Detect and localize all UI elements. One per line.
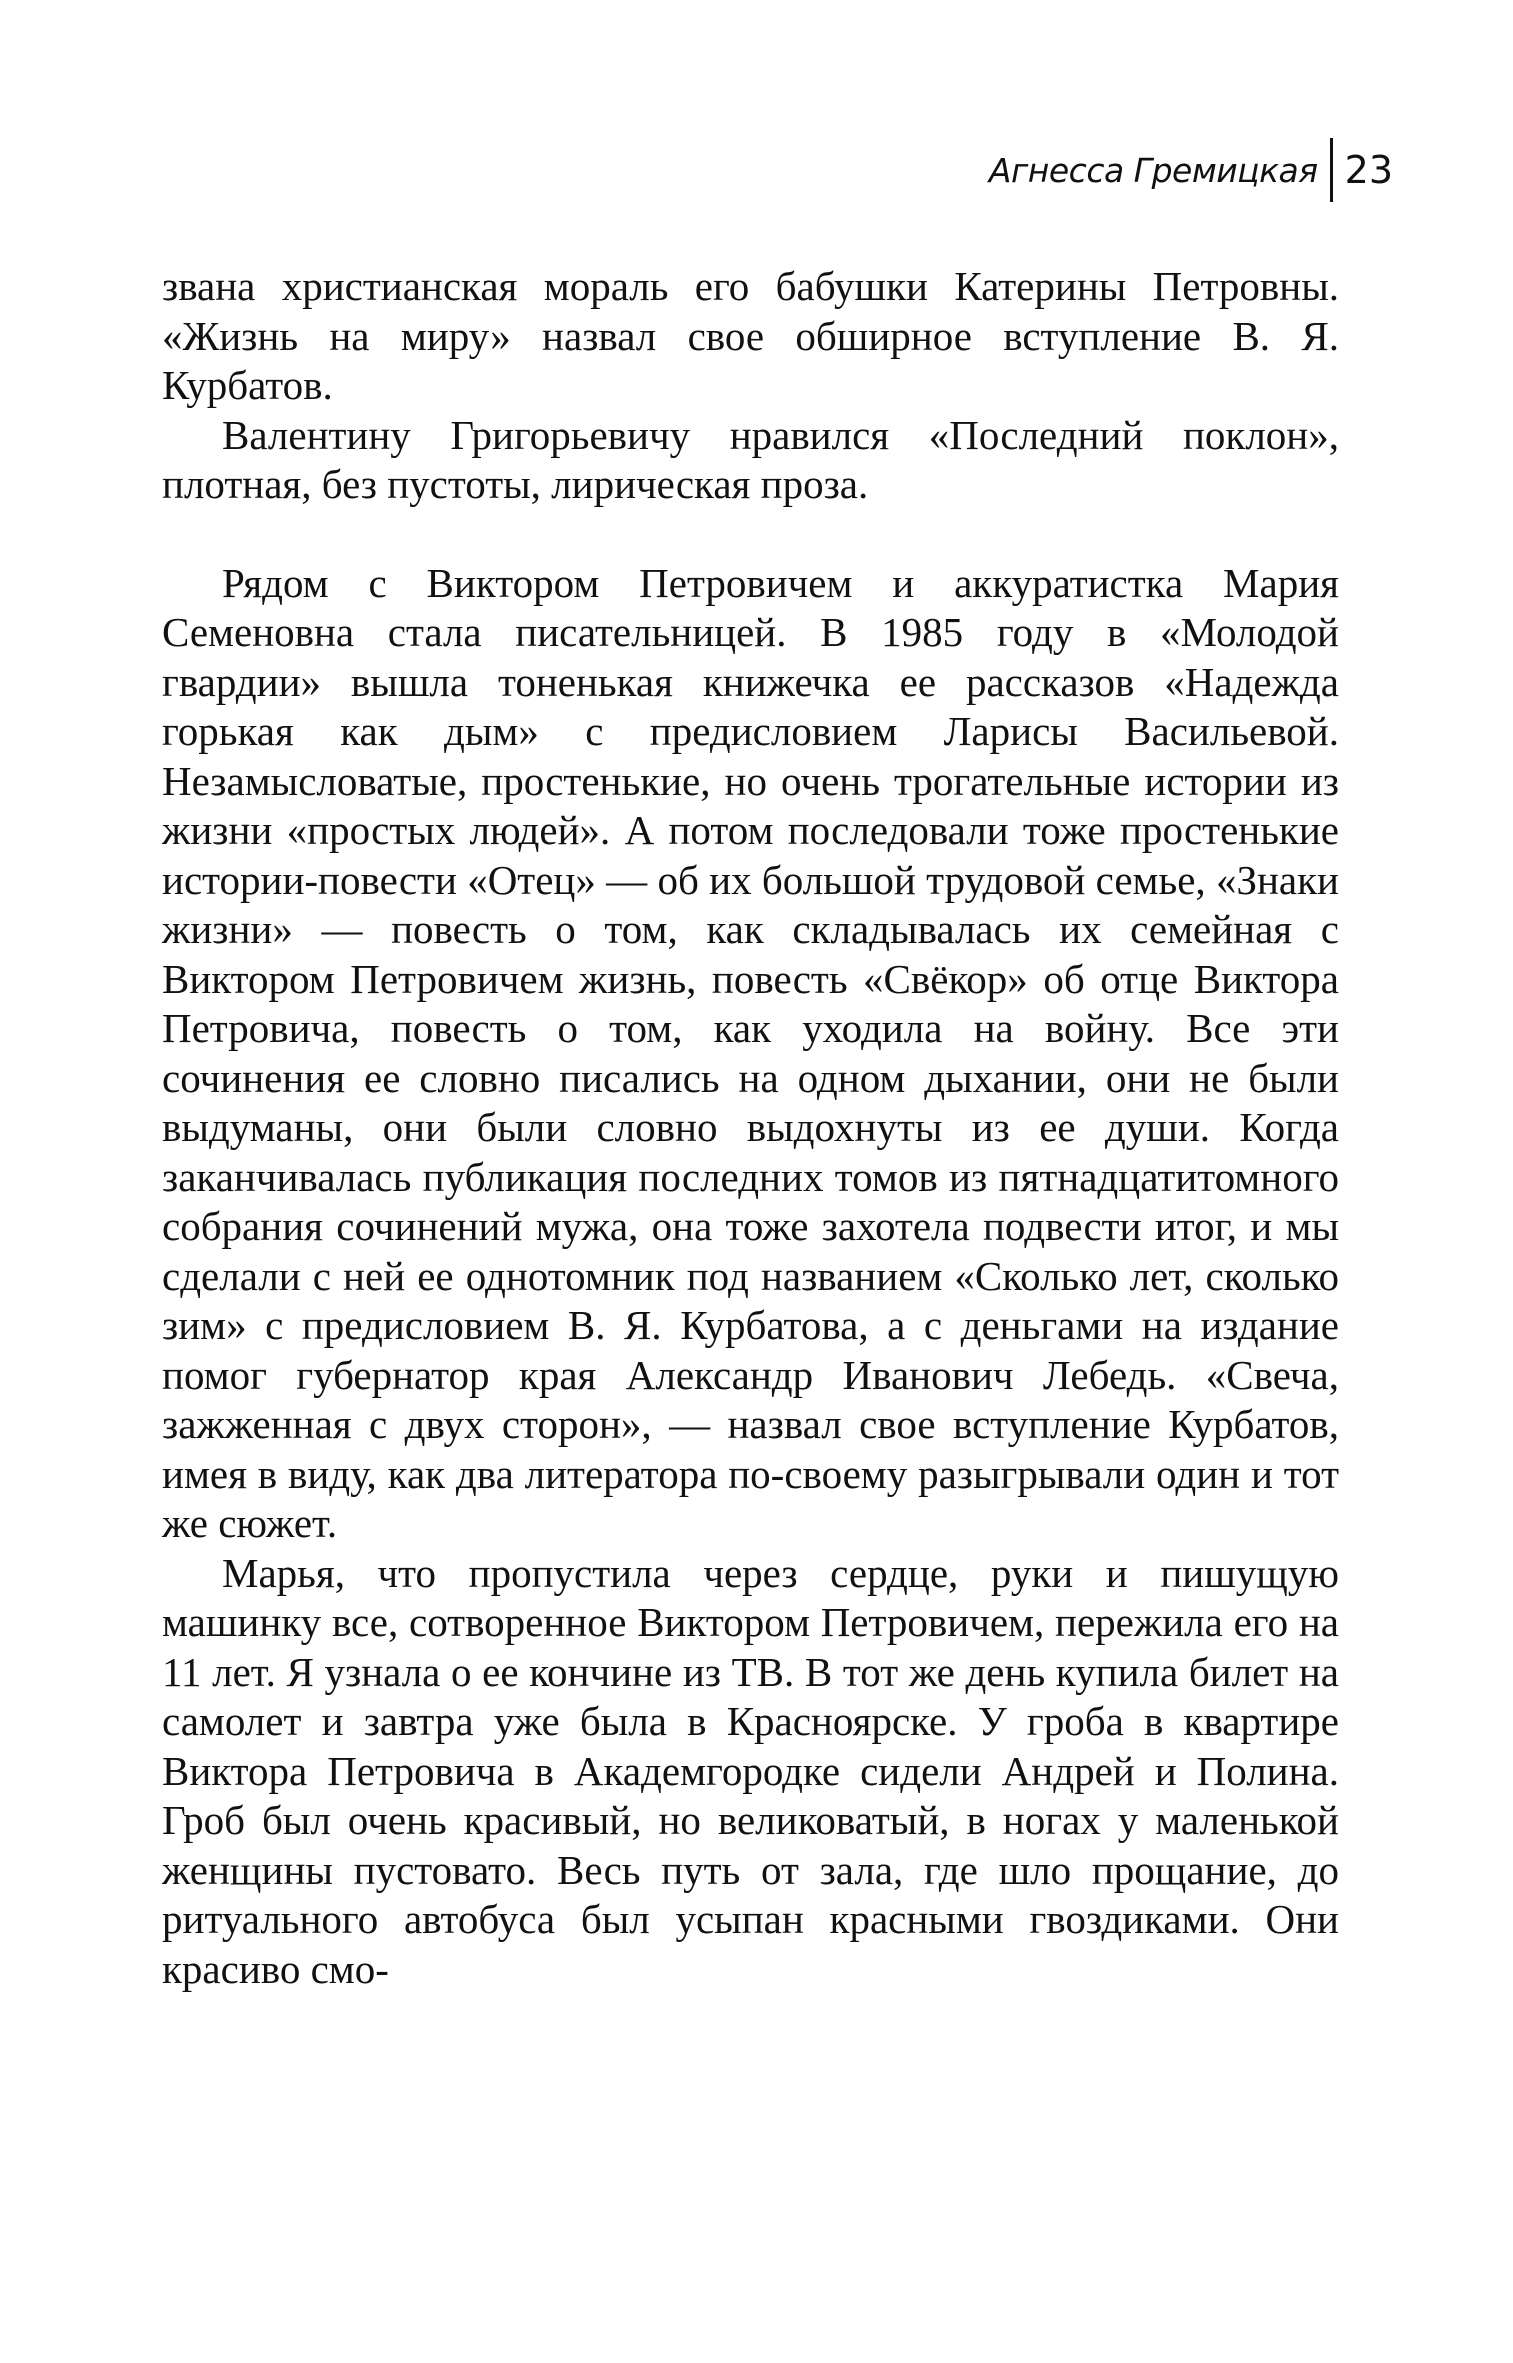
body-text — [162, 262, 1339, 1994]
running-header-author: Агнесса Гремицкая — [988, 150, 1318, 190]
paragraph: Марья, что пропустила через сердце, руки и пишущую машинку все, сотворенное Виктором Петровичем, пережила его на 11 лет. Я узнала о ее кончине из ТВ. В тот же день купила билет на самолет и завтра уже была в Красноярске. У гроба в квартире Виктора Петровича в Академгородке сидели Андрей и Полина. Гроб был очень красивый, но великоватый, в ногах у маленькой женщины пустовато. Весь путь от зала, где шло прощание, до ритуального автобуса был усыпан красными гвоздиками. Они красиво смо- — [162, 1549, 1339, 1992]
paragraph-continued: звана христианская мораль его бабушки Катерины Петровны. «Жизнь на миру» назвал свое обширное вступление В. Я. Курбатов. — [162, 263, 1339, 408]
paragraph: Рядом с Виктором Петровичем и аккуратистка Мария Семеновна стала писательницей. В 1985 году в «Молодой гвардии» вышла тоненькая книжечка ее рассказов «Надежда горькая как дым» с предисловием Ларисы Васильевой. Незамысловатые, простенькие, но очень трогательные истории из жизни «простых людей». А потом последовали тоже простенькие истории-повести «Отец» — об их большой трудовой семье, «Знаки жизни» — повесть о том, как складывалась их семейная с Виктором Петровичем жизнь, повесть «Свёкор» об отце Виктора Петровича, повесть о том, как уходила на войну. Все эти сочинения ее словно писались на одном дыхании, они не были выдуманы, они были словно выдохнуты из ее души. Когда заканчивалась публикация последних томов из пятнадцатитомного собрания сочинений мужа, она тоже захотела подвести итог, и мы сделали с ней ее однотомник под названием «Сколько лет, сколько зим» с предисловием В. Я. Курбатова, а с деньгами на издание помог губернатор края Александр Иванович Лебедь. «Свеча, зажженная с двух сторон», — назвал свое вступление Курбатов, имея в виду, как два литератора по-своему разыгрывали один и тот же сюжет. — [162, 559, 1339, 1546]
paragraph: Валентину Григорьевичу нравился «Последний поклон», плотная, без пустоты, лирическая проза. — [162, 411, 1339, 507]
section-break — [162, 510, 1339, 559]
running-header — [989, 138, 1393, 202]
page-number: 23 — [1344, 148, 1393, 192]
